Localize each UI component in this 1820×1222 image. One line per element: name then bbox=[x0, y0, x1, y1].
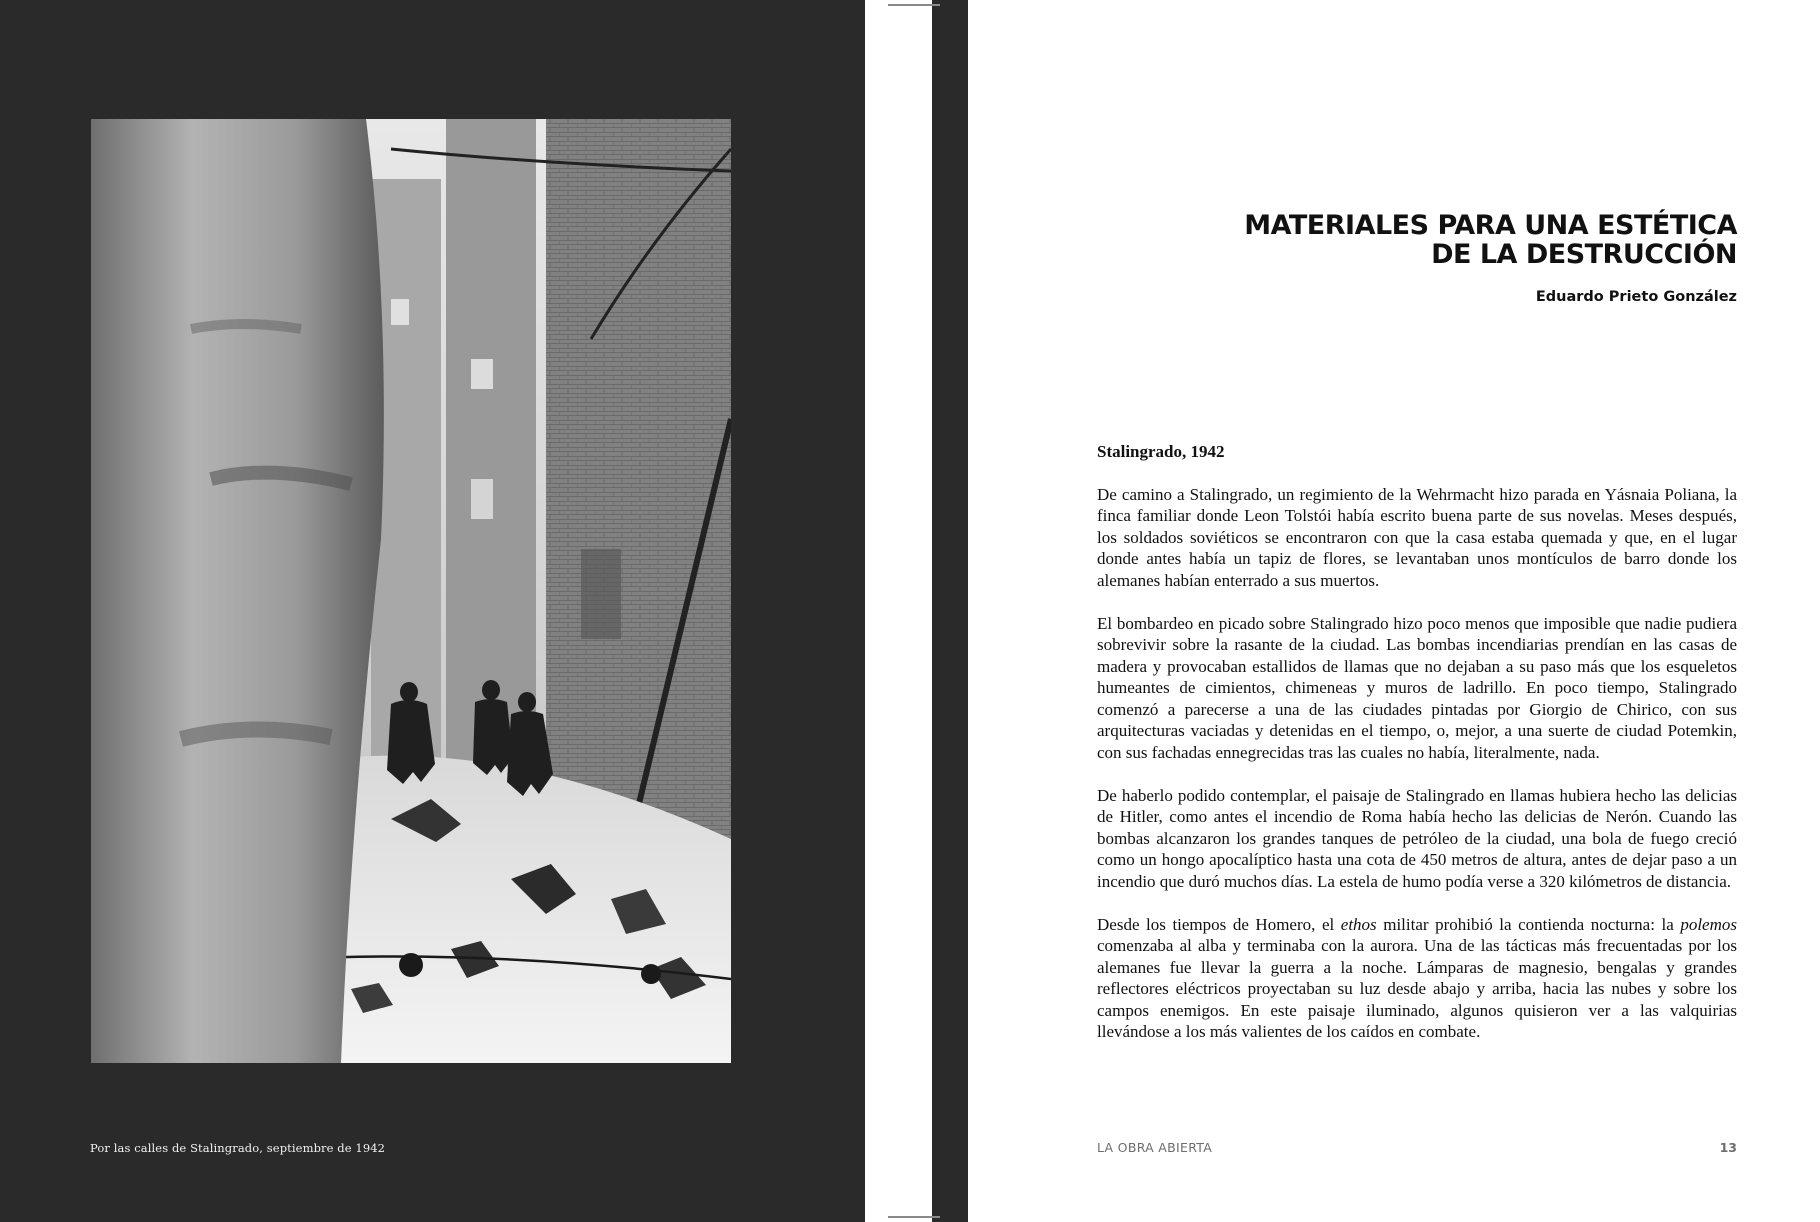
article-body bbox=[1097, 441, 1737, 1064]
stalingrad-photo bbox=[91, 119, 731, 1063]
right-page bbox=[968, 0, 1820, 1222]
section-heading: Stalingrado, 1942 bbox=[1097, 442, 1225, 461]
paragraph-4 bbox=[1097, 914, 1737, 1043]
article-title-line-2: DE LA DESTRUCCIÓN bbox=[1431, 239, 1737, 270]
running-footer: LA OBRA ABIERTA bbox=[1097, 1140, 1213, 1155]
left-page bbox=[0, 0, 865, 1222]
term-polemos: polemos bbox=[1680, 914, 1737, 934]
page-number: 13 bbox=[1719, 1140, 1737, 1155]
paragraph-4-part-1: Desde los tiempos de Homero, el bbox=[1097, 914, 1341, 934]
term-ethos: ethos bbox=[1340, 914, 1377, 934]
crop-mark-top bbox=[888, 4, 940, 6]
gutter-strip bbox=[932, 0, 968, 1222]
article-title bbox=[1137, 211, 1737, 269]
paragraph-3: De haberlo podido contemplar, el paisaje de Stalingrado en llamas hubiera hecho las delicias de Hitler, como antes el incendio de Roma había hecho las delicias de Nerón. Cuando las bombas alcanzaron los grandes tanques de petróleo de la ciudad, una bola de fuego creció como un hongo apocalíptico hasta una cota de 450 metros de altura, antes de dejar paso a un incendio que duró muchos días. La estela de humo podía verse a 320 kilómetros de distancia. bbox=[1097, 785, 1737, 891]
gutter-margin bbox=[865, 0, 932, 1222]
photo-caption: Por las calles de Stalingrado, septiembre de 1942 bbox=[90, 1141, 386, 1155]
crop-mark-bottom bbox=[888, 1216, 940, 1218]
paragraph-4-part-2: militar prohibió la contienda nocturna: la bbox=[1376, 914, 1681, 934]
article-title-line-1: MATERIALES PARA UNA ESTÉTICA bbox=[1244, 210, 1737, 241]
article-author: Eduardo Prieto González bbox=[1535, 289, 1737, 305]
paragraph-4-part-3: comenzaba al alba y terminaba con la aurora. Una de las tácticas más frecuentadas por los alemanes fue llevar la guerra a la noche. Lámparas de magnesio, bengalas y grandes reflectores eléctricos proyectaban su luz desde abajo y arriba, hacia las nubes y sobre los campos enemigos. En este paisaje iluminado, algunos quisieron ver a las valquirias llevándose a los más valientes de los caídos en combate. bbox=[1097, 936, 1737, 1041]
paragraph-2: El bombardeo en picado sobre Stalingrado hizo poco menos que imposible que nadie pudiera sobrevivir sobre la rasante de la ciudad. Las bombas incendiarias prendían en las casas de madera y provocaban estallidos de llamas que no dejaban a su paso más que los esqueletos humeantes de cimientos, chimeneas y muros de ladrillo. En poco tiempo, Stalingrado comenzó a parecerse a una de las ciudades pintadas por Giorgio de Chirico, con sus arquitecturas vaciadas y detenidas en el tiempo, o, mejor, a una suerte de ciudad Potemkin, con sus fachadas ennegrecidas tras las cuales no había, literalmente, nada. bbox=[1097, 613, 1737, 762]
paragraph-1: De camino a Stalingrado, un regimiento de la Wehrmacht hizo parada en Yásnaia Poliana, la finca familiar donde Leon Tolstói había escrito buena parte de sus novelas. Meses después, los soldados soviéticos se encontraron con que la casa estaba quemada y que, en el lugar donde antes había un tapiz de flores, se levantaban unos montículos de barro donde los alemanes habían enterrado a sus muertos. bbox=[1097, 484, 1737, 590]
